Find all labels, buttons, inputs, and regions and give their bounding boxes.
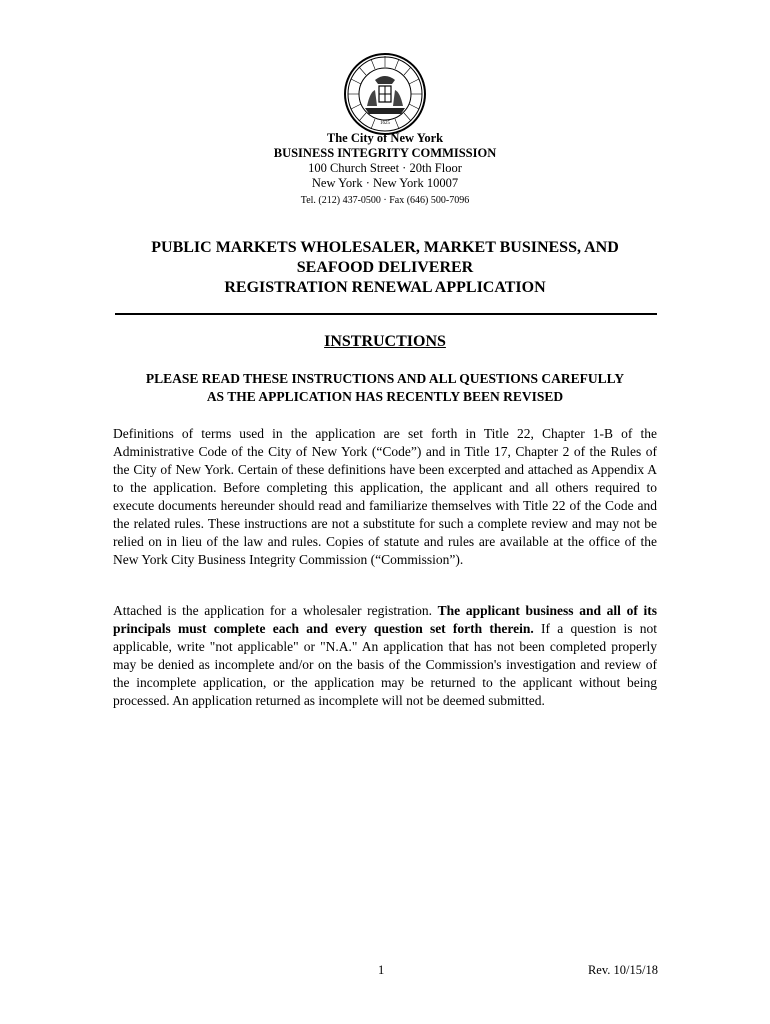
instructions-heading: INSTRUCTIONS xyxy=(324,333,446,350)
application-paragraph xyxy=(113,602,657,710)
letterhead xyxy=(0,131,770,208)
revision-date: Rev. 10/15/18 xyxy=(587,963,658,977)
title-line-2: SEAFOOD DELIVERER xyxy=(296,259,474,276)
seal-year: 1625 xyxy=(380,121,390,126)
read-carefully-notice xyxy=(113,370,657,406)
title-line-1: PUBLIC MARKETS WHOLESALER, MARKET BUSINESS, AND xyxy=(151,239,619,256)
letterhead-street: 100 Church Street · 20th Floor xyxy=(308,161,462,175)
letterhead-city-zip: New York · New York 10007 xyxy=(311,176,459,190)
title-line-3: REGISTRATION RENEWAL APPLICATION xyxy=(224,279,546,296)
definitions-paragraph: Definitions of terms used in the application are set forth in Title 22, Chapter 1-B of the Administrative Code of the City of New York (“Code”) and in Title 17, Chapter 2 of the Rules of the City of New York. Certain of these definitions have been excerpted and attached as Appendix A to the application. Before completing this application, the applicant and all others required to execute documents hereunder should read and familiarize themselves with Title 22 of the Code and the related rules. These instructions are not a substitute for such a complete review and may not be relied on in lieu of the law and rules. Copies of statute and rules are available at the office of the New York City Business Integrity Commission (“Commission”). xyxy=(113,426,657,567)
letterhead-city: The City of New York xyxy=(326,131,444,145)
application-paragraph-rest: If a question is not applicable, write "not applicable" or "N.A." An application that has not been completed properly may be denied as incomplete and/or on the basis of the Commission's investigation and review of the incomplete application, or the application may be returned to the applicant without being processed. An application returned as incomplete will not be deemed submitted. xyxy=(113,621,657,708)
city-seal-logo xyxy=(343,52,427,136)
title-divider xyxy=(115,313,657,315)
letterhead-agency: BUSINESS INTEGRITY COMMISSION xyxy=(273,146,497,160)
application-paragraph-intro: Attached is the application for a wholesaler registration. xyxy=(113,603,438,618)
document-title xyxy=(0,238,770,298)
page-number: 1 xyxy=(378,963,385,977)
notice-line-1: PLEASE READ THESE INSTRUCTIONS AND ALL QUESTIONS CAREFULLY xyxy=(145,371,625,386)
notice-line-2: AS THE APPLICATION HAS RECENTLY BEEN REVISED xyxy=(206,389,564,404)
application-paragraph-bold: The applicant business and all of its principals must complete each and every question set forth therein. xyxy=(113,603,657,636)
letterhead-phone-fax: Tel. (212) 437-0500 · Fax (646) 500-7096 xyxy=(300,195,470,206)
